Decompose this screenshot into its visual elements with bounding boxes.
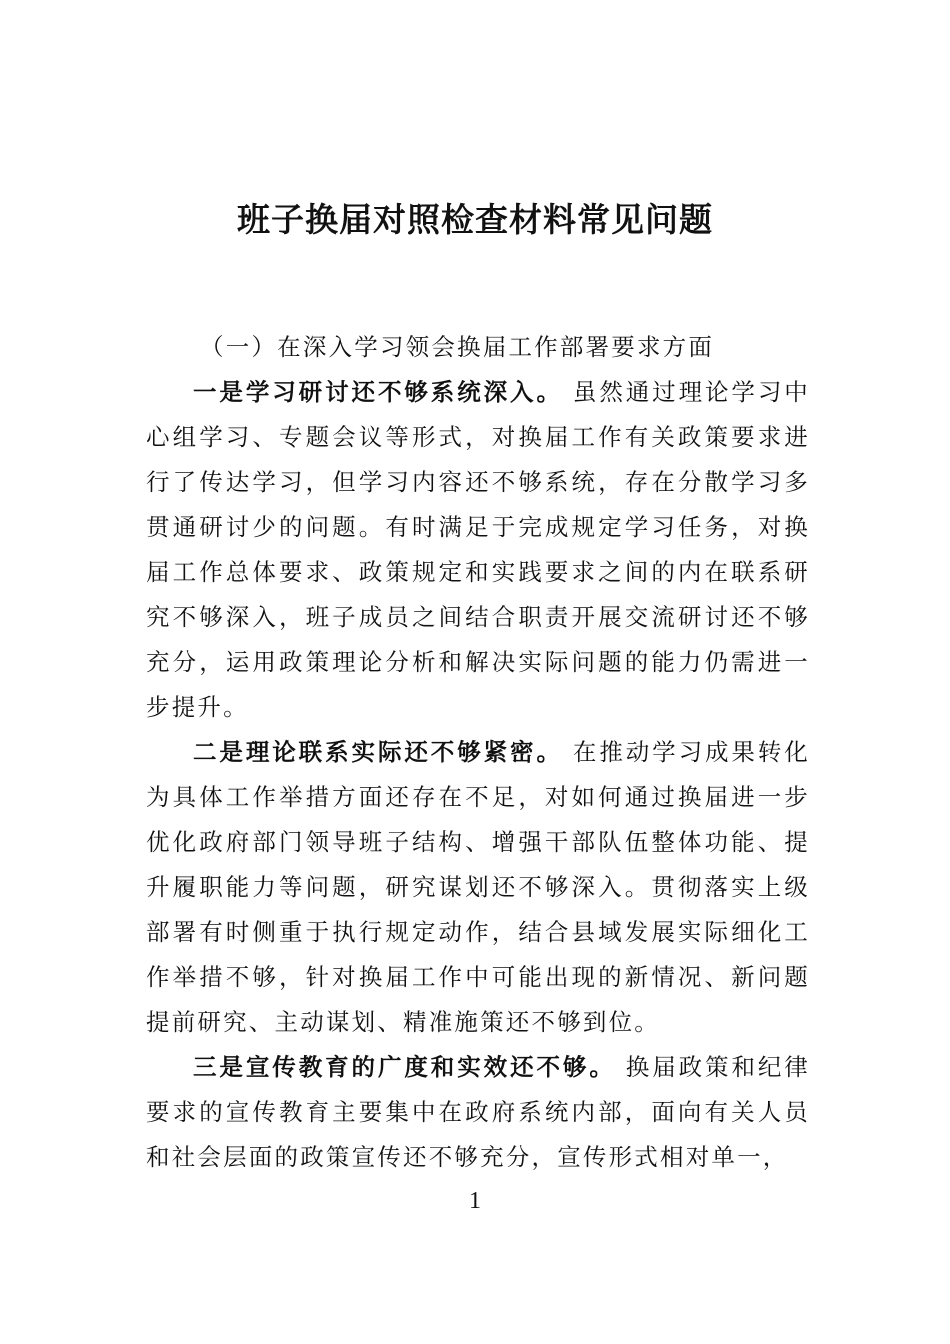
paragraph-2-text: 在推动学习成果转化为具体工作举措方面还存在不足，对如何通过换届进一步优化政府部门领导班子结构、增强干部队伍整体功能、提升履职能力等问题，研究谋划还不够深入。贯彻落实上级部署有时侧重于执行规定动作，结合县域发展实际细化工作举措不够，针对换届工作中可能出现的新情况、新问题提前研究、主动谋划、精准施策还不够到位。 (146, 738, 810, 1036)
paragraph-1-lead: 一是学习研讨还不够系统深入。 (193, 378, 563, 406)
paragraph-1 (146, 370, 810, 730)
paragraph-3-text: 换届政策和纪律要求的宣传教育主要集中在政府系统内部，面向有关人员和社会层面的政策宣传还不够充分，宣传形式相对单一， (146, 1053, 810, 1171)
paragraph-3-lead: 三是宣传教育的广度和实效还不够。 (193, 1053, 616, 1081)
page-number: 1 (469, 1188, 481, 1214)
paragraph-1-text: 虽然通过理论学习中心组学习、专题会议等形式，对换届工作有关政策要求进行了传达学习，但学习内容还不够系统，存在分散学习多贯通研讨少的问题。有时满足于完成规定学习任务，对换届工作总体要求、政策规定和实践要求之间的内在联系研究不够深入，班子成员之间结合职责开展交流研讨还不够充分，运用政策理论分析和解决实际问题的能力仍需进一步提升。 (146, 378, 810, 721)
document-title: 班子换届对照检查材料常见问题 (237, 200, 713, 239)
paragraph-2 (146, 730, 810, 1045)
section-heading: （一）在深入学习领会换届工作部署要求方面 (200, 333, 715, 361)
paragraph-3 (146, 1045, 810, 1180)
paragraph-2-lead: 二是理论联系实际还不够紧密。 (193, 738, 563, 766)
document-body (146, 325, 810, 1180)
